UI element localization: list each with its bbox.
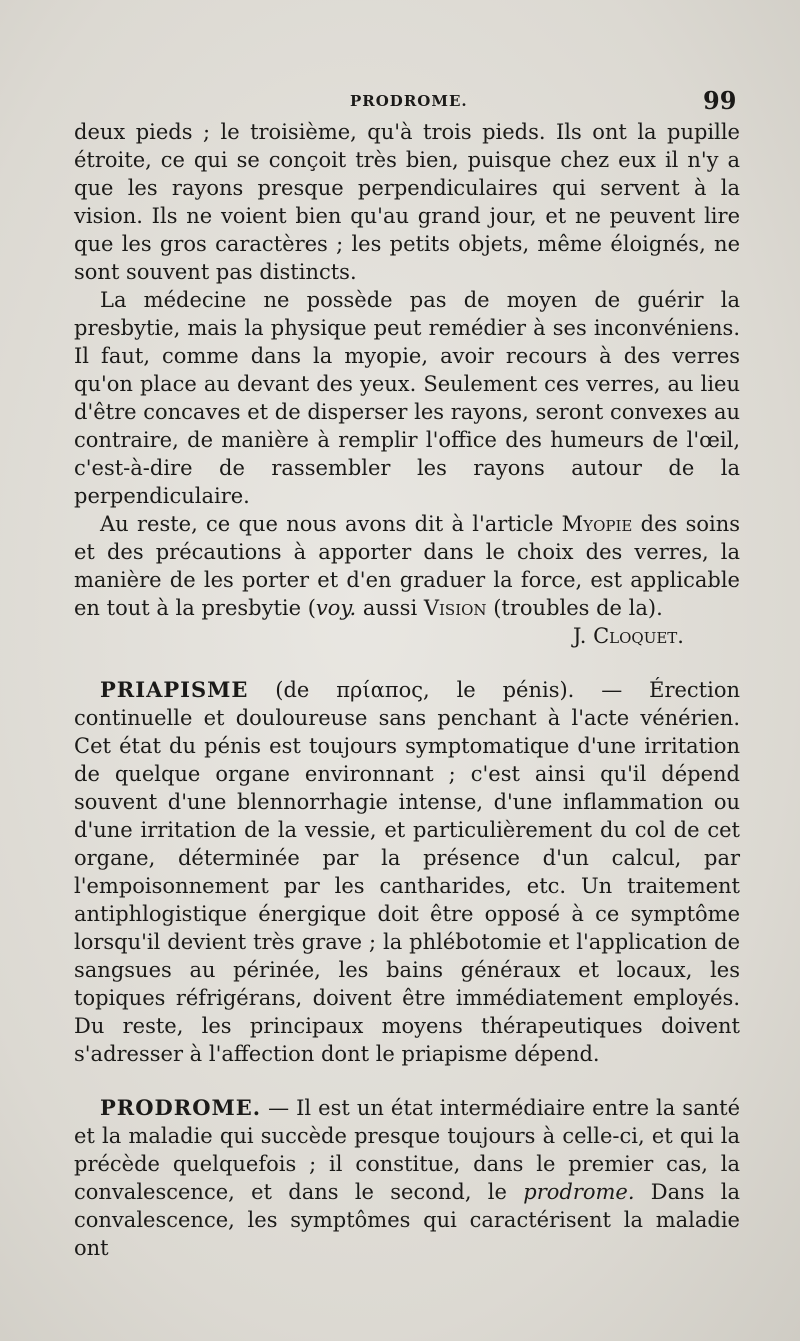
paragraph-presbytie-reference	[74, 510, 740, 622]
reference-text-4: (troubles de la).	[486, 596, 663, 620]
entry-term-prodrome: PRODROME.	[100, 1095, 262, 1120]
running-head: PRODROME.	[350, 92, 468, 110]
entry-text-prodrome-1: — Il est un état intermédiaire entre la santé et la maladie qui succède presque toujours à celle-ci, et qui la précède quelquefois ; il constitue, dans le premier cas, la convalescence, et dans le second, le	[74, 1096, 740, 1204]
page-number: 99	[703, 86, 737, 115]
paragraph-presbytie-treatment: La médecine ne possède pas de moyen de guérir la presbytie, mais la physique peut remédier à ses inconvéniens. Il faut, comme dans la myopie, avoir recours à des verres qu'on place au devant des yeux. Seulement ces verres, au lieu d'être concaves et de disperser les rayons, seront convexes au contraire, de manière à remplir l'office des humeurs de l'œil, c'est-à-dire de rassembler les rayons autour de la perpendiculaire.	[74, 288, 740, 508]
page-body	[74, 118, 740, 1262]
cross-reference-myopie: Myopie	[561, 512, 633, 536]
voy-abbreviation: voy.	[315, 596, 357, 620]
entry-text-prodrome-2: Dans la convalescence, les symptômes qui caractérisent la maladie ont	[74, 1180, 740, 1260]
page-header	[0, 86, 800, 114]
reference-text-2: des soins et des précautions à apporter dans le choix des verres, la manière de les porter et d'en graduer la force, est applicable en tout à la presbytie (	[74, 512, 741, 620]
entry-term-priapisme: PRIAPISME	[100, 677, 249, 702]
entry-text-priapisme: Érection continuelle et douloureuse sans penchant à l'acte vénérien. Cet état du pénis est toujours symptomatique d'une irritation de quelque organe environnant ; c'est ainsi qu'il dépend souvent d'une blennorrhagie intense, d'une inflammation ou d'une irritation de la vessie, et particulièrement du col de cet organe, déterminée par la présence d'un calcul, par l'empoisonnement par les cantharides, etc. Un traitement antiphlogistique énergique doit être opposé à ce symptôme lorsqu'il devient très grave ; la phlébotomie et l'application de sangsues au périnée, les bains généraux et locaux, les topiques réfrigérans, doivent être immédiatement employés. Du reste, les principaux moyens thérapeutiques doivent s'adresser à l'affection dont le priapisme dépend.	[74, 678, 740, 1066]
reference-text-1: Au reste, ce que nous avons dit à l'article	[100, 512, 562, 536]
paragraph-presbytie-end: deux pieds ; le troisième, qu'à trois pieds. Ils ont la pupille étroite, ce qui se conçoit très bien, puisque chez eux il n'y a que les rayons presque perpendiculaires qui servent à la vision. Ils ne voient bien qu'au grand jour, et ne peuvent lire que les gros caractères ; les petits objets, même éloignés, ne sont souvent pas distincts.	[74, 120, 740, 284]
reference-text-3: aussi	[356, 596, 424, 620]
entry-italic-prodrome: prodrome.	[523, 1180, 635, 1204]
entry-prodrome	[74, 1094, 740, 1262]
signature-text: J. Cloquet.	[572, 624, 684, 648]
etymology-open: (de	[248, 678, 337, 702]
etymology-close: , le pénis). —	[423, 678, 650, 702]
entry-priapisme	[74, 676, 740, 1068]
cross-reference-vision: Vision	[423, 596, 487, 620]
etymology-greek: πρίαπος	[336, 678, 424, 702]
author-signature	[74, 622, 740, 650]
